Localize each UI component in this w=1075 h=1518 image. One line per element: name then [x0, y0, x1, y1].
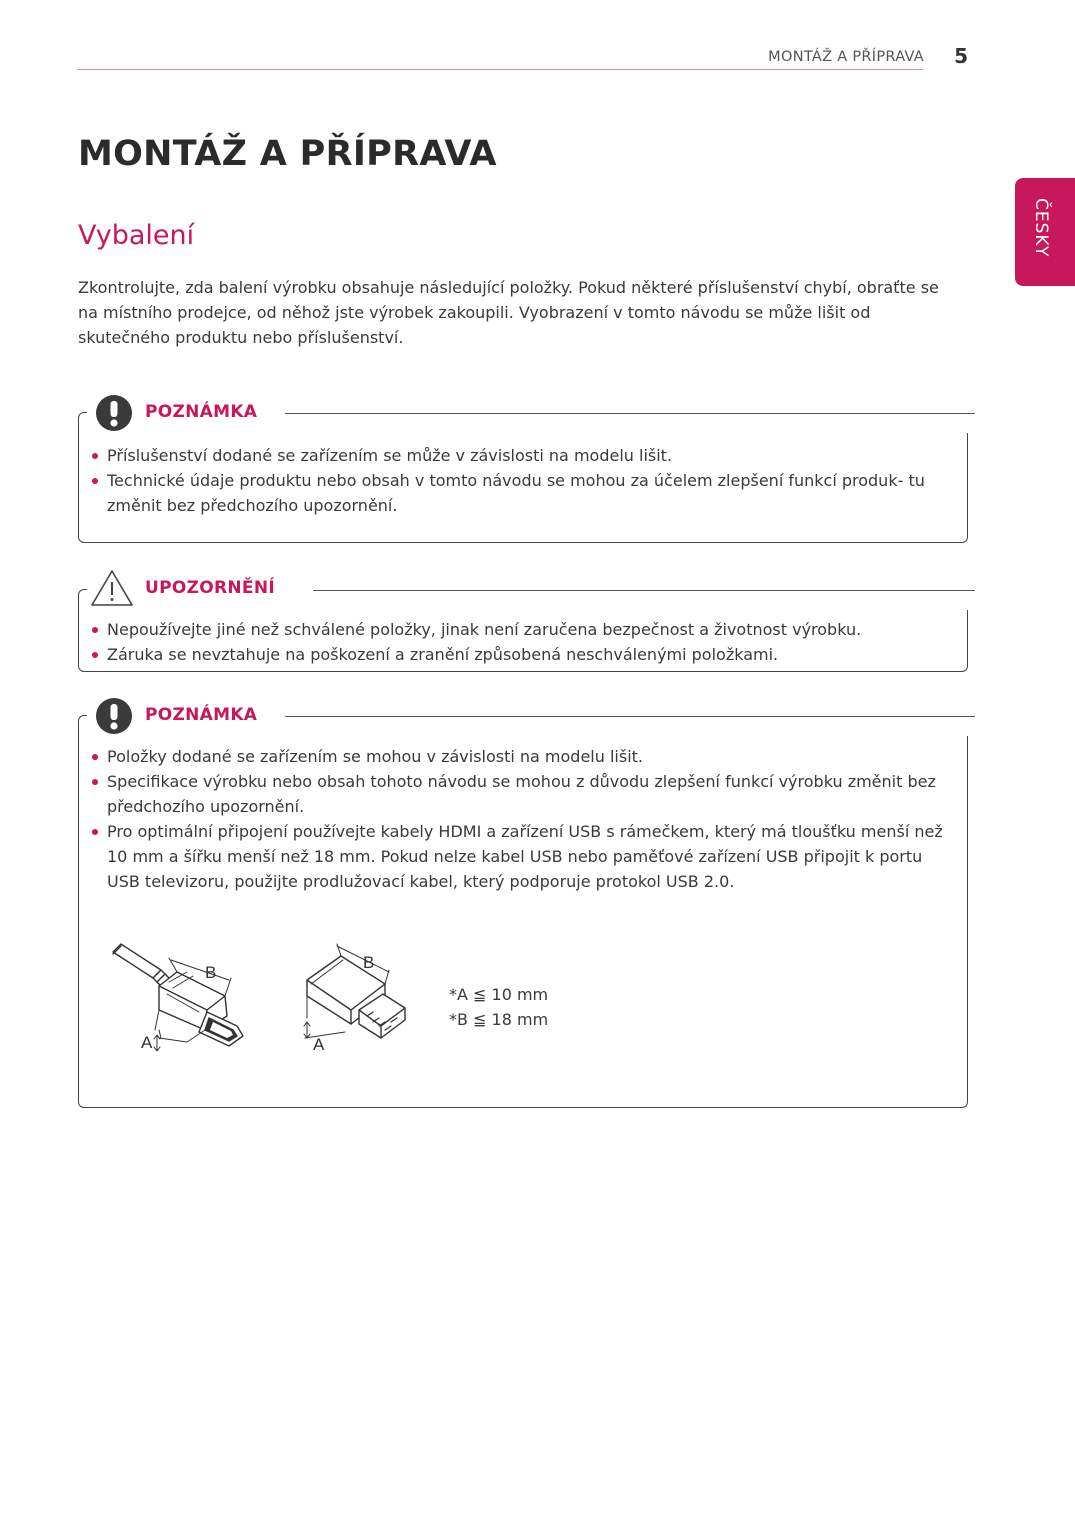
page-title: MONTÁŽ A PŘÍPRAVA	[78, 134, 497, 174]
caution-box-header	[87, 570, 973, 610]
language-tab	[1015, 178, 1075, 286]
list-item: Technické údaje produktu nebo obsah v tomto návodu se mohou za účelem zlepšení funkcí produk- tu změnit bez předchozího upozornění.	[91, 468, 951, 518]
note-box-2-list	[91, 744, 951, 894]
spec-a: *A ≦ 10 mm	[449, 985, 549, 1004]
list-item: Příslušenství dodané se zařízením se může v závislosti na modelu lišit.	[91, 443, 951, 468]
usb-label-b: B	[363, 953, 375, 972]
note-box-2	[78, 705, 968, 1108]
caution-box	[78, 578, 968, 672]
note-box-2-rule	[285, 716, 975, 717]
note-box-1-title: POZNÁMKA	[145, 402, 258, 422]
caution-box-title: UPOZORNĚNÍ	[145, 578, 275, 598]
note-box-2-title: POZNÁMKA	[145, 705, 258, 725]
note-box-1-list	[91, 443, 951, 518]
page-number: 5	[954, 44, 968, 68]
caution-box-list	[91, 617, 951, 667]
list-item: Položky dodané se zařízením se mohou v závislosti na modelu lišit.	[91, 744, 951, 769]
note-box-2-header	[87, 696, 973, 736]
dimension-spec	[449, 982, 548, 1032]
language-tab-label: ČESKY	[1031, 198, 1051, 258]
intro-paragraph	[78, 275, 958, 350]
section-title: Vybalení	[78, 220, 195, 251]
caution-box-rule	[313, 590, 975, 591]
running-header-section: MONTÁŽ A PŘÍPRAVA	[768, 49, 924, 65]
warning-triangle-icon	[89, 568, 135, 608]
list-item: Nepoužívejte jiné než schválené položky, jinak není zaručena bezpečnost a životnost výrobku.	[91, 617, 951, 642]
hdmi-label-b: B	[205, 963, 217, 982]
usb-label-a: A	[313, 1035, 325, 1054]
usb-drive-illustration	[285, 938, 435, 1058]
list-item: Specifikace výrobku nebo obsah tohoto návodu se mohou z důvodu zlepšení funkcí výrobku změnit bez předchozího upozornění.	[91, 769, 951, 819]
intro-text: Zkontrolujte, zda balení výrobku obsahuje následující položky. Pokud některé příslušenství chybí, obraťte se na místního prodejce, od něhož jste výrobek zakoupili. Vyobrazení v tomto návodu se může lišit od skutečného produktu nebo příslušenství.	[78, 278, 939, 347]
header-rule	[78, 69, 923, 70]
note-box-1-rule	[285, 413, 975, 414]
note-box-1-header	[87, 393, 973, 433]
list-item: Pro optimální připojení používejte kabely HDMI a zařízení USB s rámečkem, který má tloušťku menší než 10 mm a šířku menší než 18 mm. Pokud nelze kabel USB nebo paměťové zařízení USB připojit k portu USB televizoru, použijte prodlužovací kabel, který podporuje protokol USB 2.0.	[91, 819, 951, 894]
exclamation-icon	[95, 394, 133, 432]
exclamation-icon	[95, 697, 133, 735]
hdmi-label-a: A	[141, 1033, 153, 1052]
note-box-1	[78, 402, 968, 543]
spec-b: *B ≦ 18 mm	[449, 1010, 549, 1029]
running-header	[78, 46, 968, 70]
list-item: Záruka se nevztahuje na poškození a zranění způsobená neschválenými položkami.	[91, 642, 951, 667]
hdmi-connector-illustration	[109, 938, 259, 1058]
